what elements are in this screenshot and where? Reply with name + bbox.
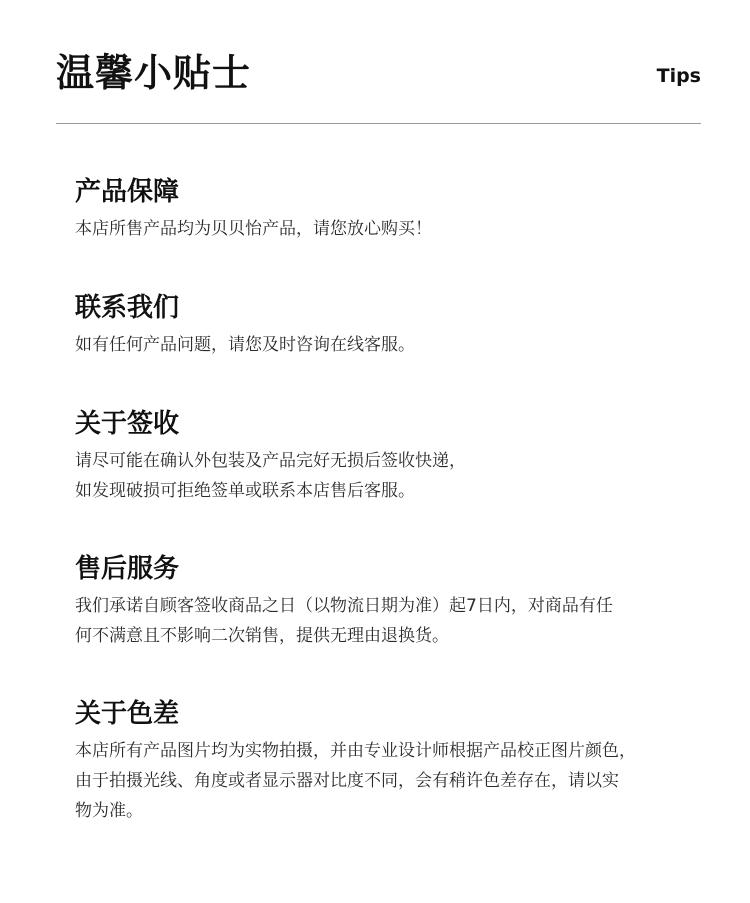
section-text-line: 由于拍摄光线、角度或者显示器对比度不同，会有稍许色差存在，请以实 [75,771,619,791]
section-body [75,591,705,651]
section-body [75,446,705,506]
page-title: 温馨小贴士 [56,51,252,95]
section-product-guarantee [75,174,705,244]
section-text-line: 如有任何产品问题，请您及时咨询在线客服。 [75,335,415,355]
header-divider [56,123,701,124]
section-delivery-signing [75,406,705,506]
section-body [75,330,705,360]
section-text-line: 本店所有产品图片均为实物拍摄，并由专业设计师根据产品校正图片颜色， [75,741,636,761]
section-body [75,214,705,244]
section-after-sales [75,551,705,651]
section-heading: 关于签收 [75,409,180,439]
section-text-line: 本店所售产品均为贝贝怡产品，请您放心购买！ [75,219,432,239]
section-text-line: 如发现破损可拒绝签单或联系本店售后客服。 [75,481,415,501]
section-text-line: 我们承诺自顾客签收商品之日（以物流日期为准）起7日内，对商品有任 [75,596,613,616]
page-header [56,48,701,98]
section-heading: 产品保障 [75,177,180,207]
section-text-line: 物为准。 [75,801,143,821]
section-body [75,736,705,826]
section-heading: 联系我们 [75,293,180,323]
section-text-line: 请尽可能在确认外包装及产品完好无损后签收快递， [75,451,466,471]
section-heading: 售后服务 [75,554,180,584]
section-color-difference [75,696,705,826]
section-contact-us [75,290,705,360]
tips-label: Tips [656,65,701,87]
section-heading: 关于色差 [75,699,180,729]
section-text-line: 何不满意且不影响二次销售，提供无理由退换货。 [75,626,449,646]
